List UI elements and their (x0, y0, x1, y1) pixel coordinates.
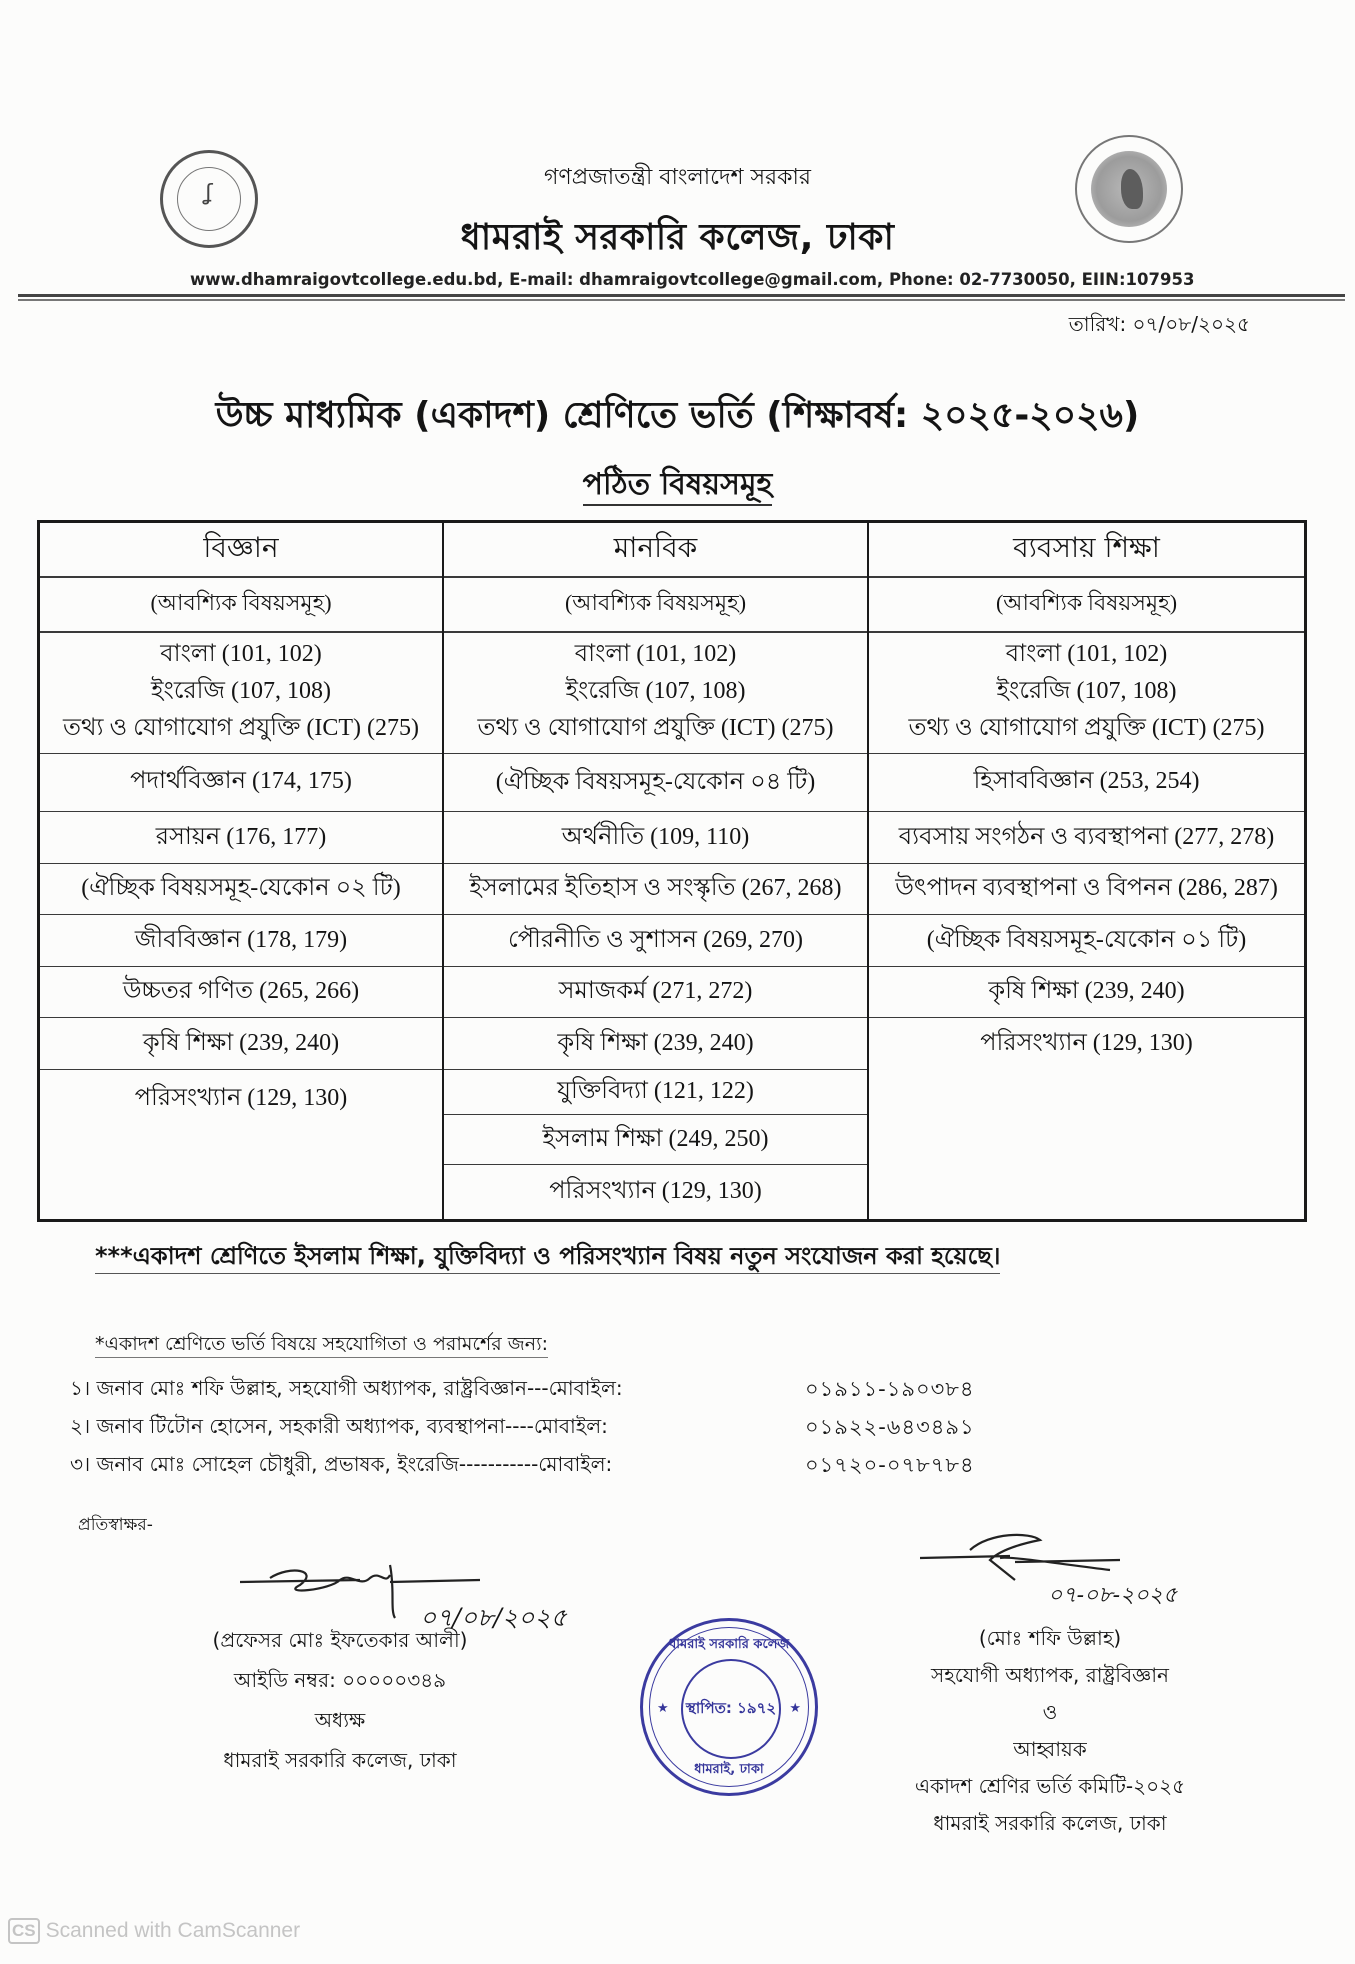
contact-person: ১। জনাব মোঃ শফি উল্লাহ, সহযোগী অধ্যাপক, রাষ্ট্রবিজ্ঞান---মোবাইল: (70, 1376, 623, 1400)
subject-row: ব্যবসায় সংগঠন ও ব্যবস্থাপনা (277, 278) (869, 812, 1304, 864)
column-header: ব্যবসায় শিক্ষা (869, 523, 1304, 578)
subject: বাংলা (101, 102) (574, 641, 737, 667)
watermark-text: Scanned with CamScanner (45, 1919, 301, 1942)
subjects-table (37, 520, 1307, 1222)
subject: তথ্য ও যোগাযোগ প্রযুক্তি (ICT) (275) (908, 715, 1265, 741)
page-title: উচ্চ মাধ্যমিক (একাদশ) শ্রেণিতে ভর্তি (শিক্ষাবর্ষ: ২০২৫-২০২৬) (215, 395, 1140, 436)
elective-label: (ঐচ্ছিক বিষয়সমূহ-যেকোন ০২ টি) (40, 864, 442, 915)
subject: তথ্য ও যোগাযোগ প্রযুক্তি (ICT) (275) (477, 715, 834, 741)
subject-row: পরিসংখ্যান (129, 130) (134, 1085, 348, 1111)
subject-row: কৃষি শিক্ষা (239, 240) (869, 967, 1304, 1018)
government-name: গণপ্রজাতন্ত্রী বাংলাদেশ সরকার (543, 165, 812, 190)
elective-label: (ঐচ্ছিক বিষয়সমূহ-যেকোন ০৪ টি) (444, 754, 867, 812)
seal-top-text: ধামরাই সরকারি কলেজ (668, 1637, 790, 1652)
subject: তথ্য ও যোগাযোগ প্রযুক্তি (ICT) (275) (62, 715, 420, 741)
page-subtitle (0, 460, 1355, 511)
subject: বাংলা (101, 102) (1005, 641, 1168, 667)
column-header: বিজ্ঞান (40, 523, 442, 578)
new-subjects-note (95, 1238, 1000, 1278)
subject-row: অর্থনীতি (109, 110) (444, 812, 867, 864)
convener-signature-date: ০৭-০৮-২০২৫ (1048, 1583, 1178, 1608)
contact-info: www.dhamraigovtcollege.edu.bd, E-mail: dhamraigovtcollege@gmail.com, Phone: 02-7730050, EIIN:107953 (190, 270, 1195, 289)
conjunction: ও (1042, 1700, 1058, 1724)
compulsory-label: (আবশ্যিক বিষয়সমূহ) (40, 578, 442, 633)
column-business-studies (867, 523, 1304, 1219)
subject-row: জীববিজ্ঞান (178, 179) (40, 915, 442, 967)
compulsory-label: (আবশ্যিক বিষয়সমূহ) (869, 578, 1304, 633)
committee-name: একাদশ শ্রেণির ভর্তি কমিটি-২০২৫ (914, 1774, 1186, 1798)
subject-row: পৌরনীতি ও সুশাসন (269, 270) (444, 915, 867, 967)
contact-heading-text: *একাদশ শ্রেণিতে ভর্তি বিষয়ে সহযোগিতা ও পরামর্শের জন্য: (95, 1333, 548, 1358)
subject-row: হিসাববিজ্ঞান (253, 254) (869, 754, 1304, 812)
compulsory-subjects (444, 633, 867, 754)
convener-role: আহ্বায়ক (1013, 1737, 1087, 1761)
contact-person: ২। জনাব টিটোন হোসেন, সহকারী অধ্যাপক, ব্যবস্থাপনা----মোবাইল: (70, 1414, 608, 1438)
convener-name: (মোঃ শফি উল্লাহ) (978, 1626, 1122, 1650)
principal-signature-date: ০৭/০৮/২০২৫ (420, 1603, 567, 1632)
principal-designation: অধ্যক্ষ (314, 1708, 366, 1732)
convener-institution: ধামরাই সরকারি কলেজ, ঢাকা (933, 1811, 1167, 1835)
elective-label: (ঐচ্ছিক বিষয়সমূহ-যেকোন ০১ টি) (869, 915, 1304, 967)
convener-designation: সহযোগী অধ্যাপক, রাষ্ট্রবিজ্ঞান (931, 1663, 1169, 1687)
subject-row: ইসলাম শিক্ষা (249, 250) (444, 1115, 867, 1165)
compulsory-subjects (869, 633, 1304, 754)
contact-phone: ০১৯২২-৬৪৩৪৯১ (805, 1415, 975, 1439)
star-icon: ★ (657, 1701, 669, 1716)
subject-row: রসায়ন (176, 177) (40, 812, 442, 864)
subject: ইংরেজি (107, 108) (565, 678, 746, 704)
principal-name: (প্রফেসর মোঃ ইফতেকার আলী) (212, 1628, 468, 1652)
subject-row: পদার্থবিজ্ঞান (174, 175) (40, 754, 442, 812)
subject-row: পরিসংখ্যান (129, 130) (549, 1178, 762, 1204)
subject-row: কৃষি শিক্ষা (239, 240) (40, 1018, 442, 1070)
subject: ইংরেজি (107, 108) (996, 678, 1177, 704)
document-date: তারিখ: ০৭/০৮/২০২৫ (1068, 312, 1250, 336)
subject-row: পরিসংখ্যান (129, 130) (980, 1030, 1193, 1056)
principal-id: আইডি নম্বর: ০০০০০৩৪৯ (233, 1668, 447, 1692)
new-subjects-text: ***একাদশ শ্রেণিতে ইসলাম শিক্ষা, যুক্তিবিদ্যা ও পরিসংখ্যান বিষয় নতুন সংযোজন করা হয়েছে। (95, 1242, 1000, 1274)
subject-row: ইসলামের ইতিহাস ও সংস্কৃতি (267, 268) (444, 864, 867, 915)
column-header: মানবিক (444, 523, 867, 578)
countersign-label: প্রতিস্বাক্ষর- (78, 1515, 153, 1535)
principal-institution: ধামরাই সরকারি কলেজ, ঢাকা (223, 1748, 457, 1772)
principal-signature-block (150, 1620, 530, 1780)
subject-row: উৎপাদন ব্যবস্থাপনা ও বিপনন (286, 287) (869, 864, 1304, 915)
header-divider-thin (18, 299, 1345, 301)
column-science (40, 523, 442, 1219)
camscanner-logo-icon: CS (8, 1918, 40, 1944)
convener-signature-block (860, 1620, 1240, 1842)
column-humanities (442, 523, 867, 1219)
star-icon: ★ (789, 1701, 801, 1716)
subject-row: কৃষি শিক্ষা (239, 240) (444, 1018, 867, 1070)
compulsory-label: (আবশ্যিক বিষয়সমূহ) (444, 578, 867, 633)
college-seal-icon (640, 1618, 818, 1796)
header-divider (18, 294, 1345, 297)
compulsory-subjects (40, 633, 442, 754)
subtitle-text: পঠিত বিষয়সমূহ (583, 467, 773, 506)
subject-row: সমাজকর্ম (271, 272) (444, 967, 867, 1018)
contact-phone: ০১৯১১-১৯০৩৮৪ (805, 1377, 975, 1401)
camscanner-watermark (8, 1918, 300, 1944)
seal-center-text: স্থাপিত: ১৯৭২ (681, 1659, 781, 1759)
contact-heading (95, 1330, 548, 1362)
college-name: ধামরাই সরকারি কলেজ, ঢাকা (460, 217, 895, 258)
college-logo-icon: ʆ (160, 150, 258, 248)
contact-person: ৩। জনাব মোঃ সোহেল চৌধুরী, প্রভাষক, ইংরেজি-----------মোবাইল: (70, 1452, 613, 1476)
subject-row: উচ্চতর গণিত (265, 266) (40, 967, 442, 1018)
subject: ইংরেজি (107, 108) (151, 678, 331, 704)
subject-row: যুক্তিবিদ্যা (121, 122) (444, 1070, 867, 1115)
contact-phone: ০১৭২০-০৭৮৭৮৪ (805, 1453, 975, 1477)
subject: বাংলা (101, 102) (160, 641, 322, 667)
seal-bottom-text: ধামরাই, ঢাকা (694, 1762, 764, 1777)
